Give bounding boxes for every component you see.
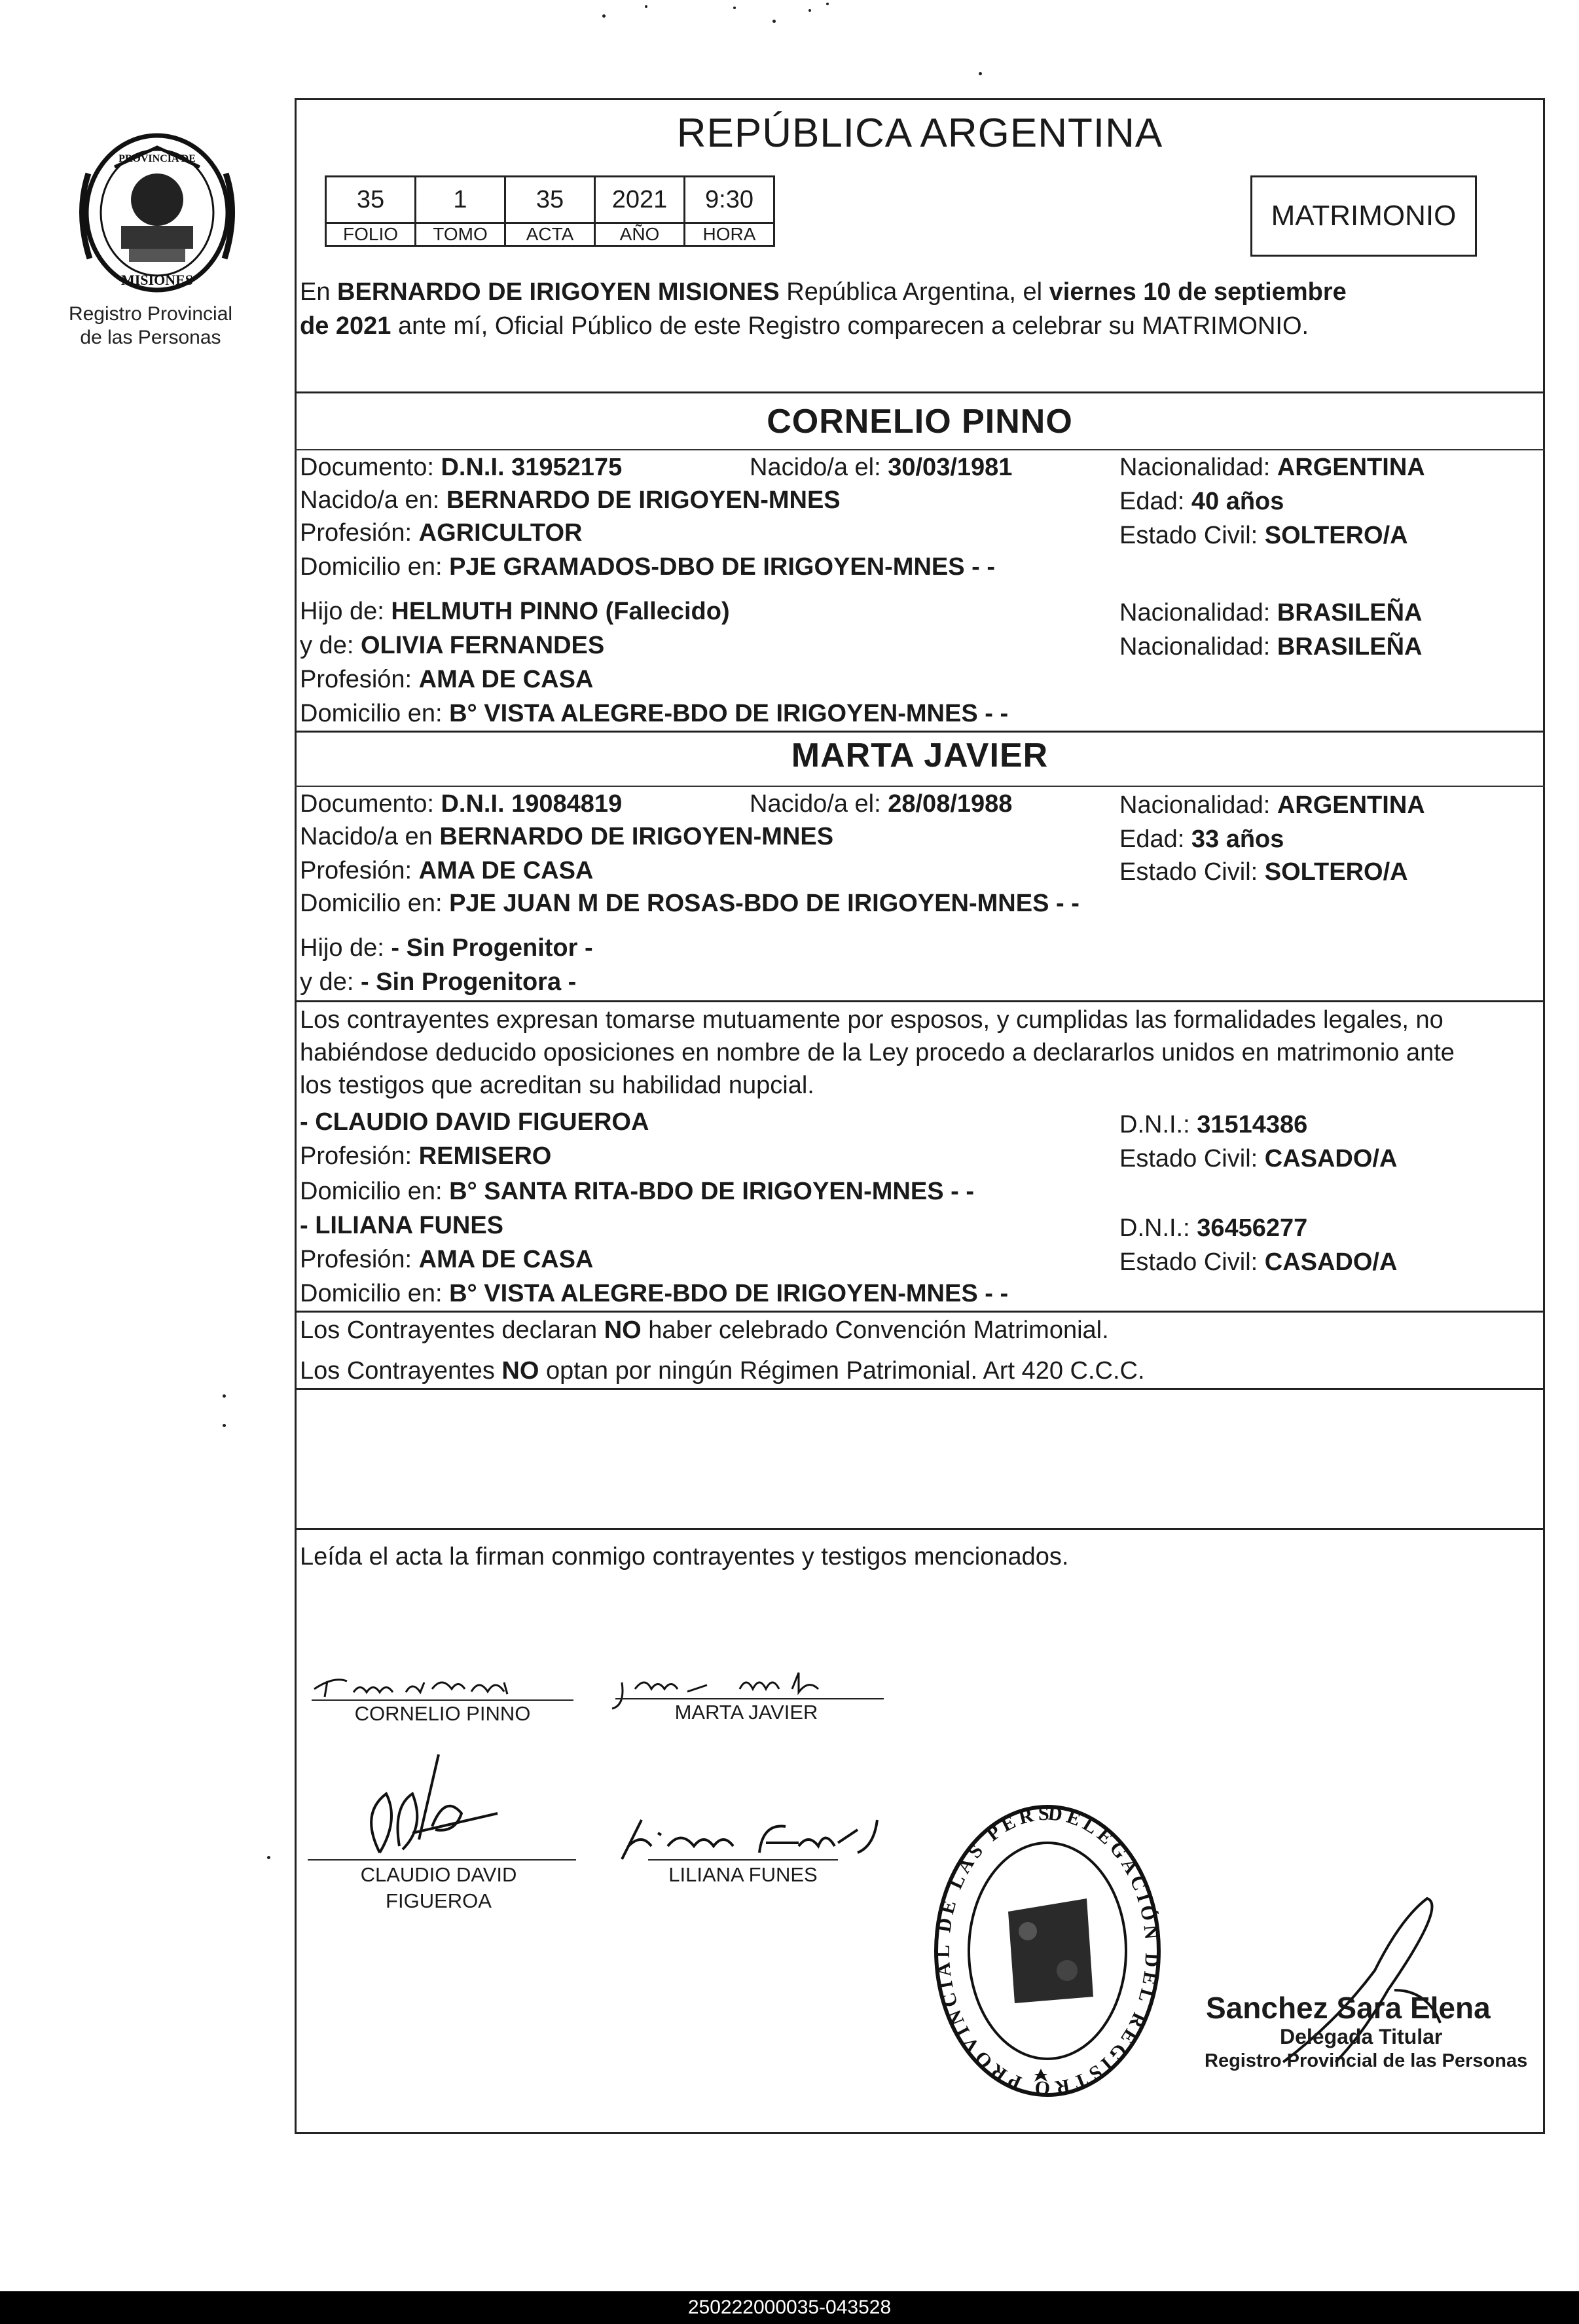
registry-label-line1: Registro Provincial xyxy=(68,303,233,325)
spouse-1-father-nationality: Nacionalidad: BRASILEÑA xyxy=(1119,599,1423,626)
spouse-1-age: Edad: 40 años xyxy=(1119,488,1284,515)
spouse-1-address: Domicilio en: PJE GRAMADOS-DBO DE IRIGOYEN-MNES - - xyxy=(300,553,996,581)
document-title: REPÚBLICA ARGENTINA xyxy=(676,111,1163,156)
officer-name: Sanchez Sara Elena xyxy=(1206,1991,1491,2025)
spouse-2-nationality: Nacionalidad: ARGENTINA xyxy=(1119,791,1425,819)
registry-seal-logo xyxy=(75,128,239,301)
witness-2-civil-status: Estado Civil: CASADO/A xyxy=(1119,1248,1398,1276)
spouse-2-profession: Profesión: AMA DE CASA xyxy=(300,857,594,884)
spouse-2-name: MARTA JAVIER xyxy=(791,736,1049,774)
witness-2-signature-label: LILIANA FUNES xyxy=(668,1863,818,1886)
spouse-1-birthplace: Nacido/a en: BERNARDO DE IRIGOYEN-MNES xyxy=(300,486,841,514)
spouse-2-mother: y de: - Sin Progenitora - xyxy=(300,968,577,996)
record-reference-table xyxy=(325,175,775,247)
officer-office: Registro Provincial de las Personas xyxy=(1205,2050,1528,2071)
intro-line-2: de 2021 ante mí, Oficial Público de este Registro comparecen a celebrar su MATRIMONIO. xyxy=(300,312,1309,340)
declaration-line-1: Los contrayentes expresan tomarse mutuamente por esposos, y cumplidas las formalidades legales, no xyxy=(300,1006,1443,1034)
spouse-1-parents-profession: Profesión: AMA DE CASA xyxy=(300,666,594,693)
witness-2-dni: D.N.I.: 36456277 xyxy=(1119,1214,1308,1242)
spouse-2-birthplace: Nacido/a en BERNARDO DE IRIGOYEN-MNES xyxy=(300,823,834,850)
spouse-1-nationality: Nacionalidad: ARGENTINA xyxy=(1119,454,1425,481)
spouse-1-name: CORNELIO PINNO xyxy=(767,403,1073,441)
spouse-2-civil-status: Estado Civil: SOLTERO/A xyxy=(1119,858,1408,886)
ano-label: AÑO xyxy=(595,223,685,246)
seal-bottom-text: MISIONES xyxy=(120,272,194,288)
witness-1-profession: Profesión: REMISERO xyxy=(300,1142,552,1170)
spouse-1-father: Hijo de: HELMUTH PINNO (Fallecido) xyxy=(300,598,730,625)
folio-value: 35 xyxy=(326,177,416,223)
spouse-1-document: Documento: D.N.I. 31952175 xyxy=(300,454,623,481)
intro-line-1: En BERNARDO DE IRIGOYEN MISIONES República Argentina, el viernes 10 de septiembre xyxy=(300,278,1347,306)
declaration-line-2: habiéndose deducido oposiciones en nombre de la Ley procedo a declararlos unidos en matrimonio ante xyxy=(300,1039,1455,1066)
stamp-ring-text: DELEGACIÓN DEL REGISTRO PROVINCIAL DE LAS PERSONAS xyxy=(913,1783,1163,2099)
hora-value: 9:30 xyxy=(685,177,774,223)
spouse-1-birth-date: Nacido/a el: 30/03/1981 xyxy=(750,454,1013,481)
spouse-2-age: Edad: 33 años xyxy=(1119,826,1284,853)
convention-line-1: Los Contrayentes declaran NO haber celebrado Convención Matrimonial. xyxy=(300,1316,1109,1344)
witness-1-signature-label-line-1: CLAUDIO DAVID xyxy=(360,1863,517,1886)
spouse-2-birth-date: Nacido/a el: 28/08/1988 xyxy=(750,790,1013,818)
ano-value: 2021 xyxy=(595,177,685,223)
witness-1-name: - CLAUDIO DAVID FIGUEROA xyxy=(300,1108,649,1136)
tomo-label: TOMO xyxy=(416,223,505,246)
record-type-box: MATRIMONIO xyxy=(1250,175,1477,257)
official-registry-stamp xyxy=(913,1783,1172,2108)
tomo-value: 1 xyxy=(416,177,505,223)
folio-label: FOLIO xyxy=(326,223,416,246)
registry-label-line2: de las Personas xyxy=(80,327,221,348)
witness-1-address: Domicilio en: B° SANTA RITA-BDO DE IRIGOYEN-MNES - - xyxy=(300,1178,974,1205)
declaration-line-3: los testigos que acreditan su habilidad nupcial. xyxy=(300,1072,814,1099)
seal-top-text: PROVINCIA DE xyxy=(118,153,196,164)
spouse-1-signature-label: CORNELIO PINNO xyxy=(354,1702,531,1725)
acta-value: 35 xyxy=(505,177,595,223)
witness-1-signature xyxy=(340,1741,511,1866)
witness-2-address: Domicilio en: B° VISTA ALEGRE-BDO DE IRIGOYEN-MNES - - xyxy=(300,1280,1009,1307)
witness-2-profession: Profesión: AMA DE CASA xyxy=(300,1246,594,1273)
spouse-2-document: Documento: D.N.I. 19084819 xyxy=(300,790,623,818)
acta-label: ACTA xyxy=(505,223,595,246)
document-barcode-footer: 250222000035-043528 xyxy=(0,2291,1579,2324)
witness-1-signature-label-line-2: FIGUEROA xyxy=(386,1889,492,1912)
witness-2-signature xyxy=(609,1807,910,1872)
officer-role: Delegada Titular xyxy=(1280,2025,1443,2048)
convention-line-2: Los Contrayentes NO optan por ningún Régimen Patrimonial. Art 420 C.C.C. xyxy=(300,1357,1145,1385)
witness-2-name: - LILIANA FUNES xyxy=(300,1212,504,1239)
spouse-1-civil-status: Estado Civil: SOLTERO/A xyxy=(1119,522,1408,549)
witness-1-dni: D.N.I.: 31514386 xyxy=(1119,1111,1308,1138)
spouse-1-parents-address: Domicilio en: B° VISTA ALEGRE-BDO DE IRIGOYEN-MNES - - xyxy=(300,700,1009,727)
witness-1-civil-status: Estado Civil: CASADO/A xyxy=(1119,1145,1398,1172)
spouse-2-father: Hijo de: - Sin Progenitor - xyxy=(300,934,593,962)
spouse-1-profession: Profesión: AGRICULTOR xyxy=(300,519,583,547)
spouse-2-address: Domicilio en: PJE JUAN M DE ROSAS-BDO DE IRIGOYEN-MNES - - xyxy=(300,890,1080,917)
spouse-2-signature-label: MARTA JAVIER xyxy=(674,1701,818,1724)
hora-label: HORA xyxy=(685,223,774,246)
closing-statement: Leída el acta la firman conmigo contrayentes y testigos mencionados. xyxy=(300,1543,1069,1571)
spouse-1-mother-nationality: Nacionalidad: BRASILEÑA xyxy=(1119,633,1423,661)
spouse-1-mother: y de: OLIVIA FERNANDES xyxy=(300,632,605,659)
